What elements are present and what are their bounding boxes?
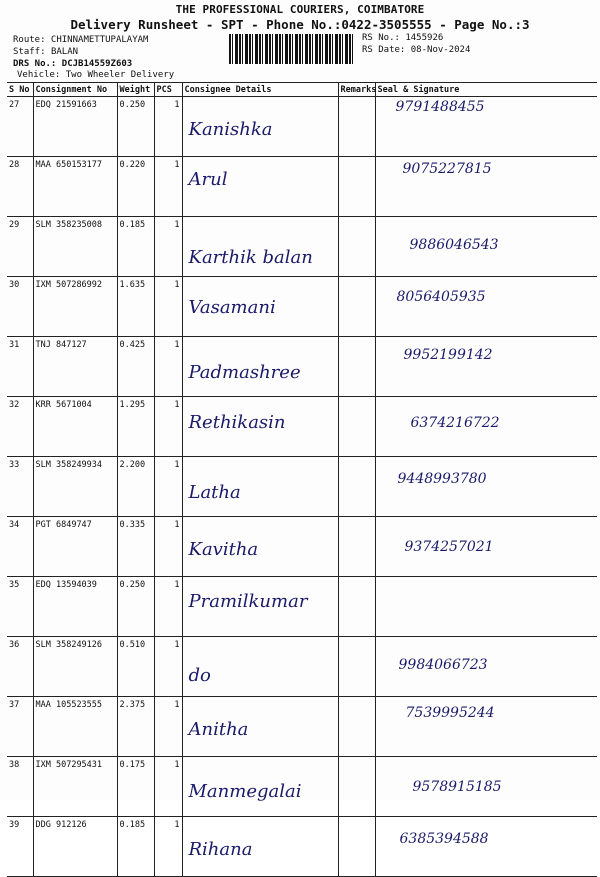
- signature-cell: [375, 97, 597, 157]
- consignee-cell: [182, 277, 338, 337]
- signature-cell: [375, 817, 597, 877]
- col-header: Consignee Details: [182, 83, 338, 97]
- pcs-cell: 1: [154, 157, 182, 217]
- rs-date: RS Date: 08-Nov-2024: [362, 45, 471, 55]
- sno-cell: 33: [7, 457, 33, 517]
- consignment-cell: IXM 507295431: [33, 757, 117, 817]
- remarks-cell: [338, 217, 375, 277]
- runsheet-table: [7, 82, 597, 877]
- drs-number: DCJB14559Z603: [61, 59, 133, 69]
- weight-cell: 0.335: [117, 517, 154, 577]
- signature-cell: [375, 337, 597, 397]
- weight-cell: 0.175: [117, 757, 154, 817]
- table-row: [7, 157, 597, 217]
- pcs-cell: 1: [154, 337, 182, 397]
- consignment-cell: SLM 358249934: [33, 457, 117, 517]
- consignee-cell: [182, 337, 338, 397]
- sno-cell: 31: [7, 337, 33, 397]
- table-row: [7, 577, 597, 637]
- signature-phone: 9791488455: [395, 99, 485, 115]
- pcs-cell: 1: [154, 817, 182, 877]
- rs-number: RS No.: 1455926: [362, 33, 444, 43]
- weight-cell: 0.250: [117, 97, 154, 157]
- consignee-cell: [182, 457, 338, 517]
- remarks-cell: [338, 97, 375, 157]
- pcs-cell: 1: [154, 97, 182, 157]
- table-row: [7, 97, 597, 157]
- consignment-cell: MAA 105523555: [33, 697, 117, 757]
- consignee-cell: [182, 217, 338, 277]
- signature-cell: [375, 517, 597, 577]
- consignee-cell: [182, 397, 338, 457]
- remarks-cell: [338, 157, 375, 217]
- barcode: [229, 34, 355, 64]
- signature-cell: [375, 397, 597, 457]
- consignee-name: Anitha: [188, 719, 249, 740]
- signature-phone: 9578915185: [412, 779, 502, 795]
- signature-cell: [375, 217, 597, 277]
- sno-cell: 27: [7, 97, 33, 157]
- weight-cell: 1.635: [117, 277, 154, 337]
- signature-phone: 9984066723: [398, 657, 488, 673]
- remarks-cell: [338, 697, 375, 757]
- col-header: Weight: [117, 83, 154, 97]
- sno-cell: 29: [7, 217, 33, 277]
- table-row: [7, 517, 597, 577]
- consignment-cell: TNJ 847127: [33, 337, 117, 397]
- consignee-cell: [182, 577, 338, 637]
- table-row: [7, 757, 597, 817]
- sno-cell: 28: [7, 157, 33, 217]
- weight-cell: 2.200: [117, 457, 154, 517]
- consignee-name: Rihana: [188, 839, 253, 860]
- signature-cell: [375, 157, 597, 217]
- weight-cell: 0.185: [117, 817, 154, 877]
- signature-phone: 9075227815: [402, 161, 492, 177]
- consignment-cell: EDQ 13594039: [33, 577, 117, 637]
- consignee-name: do: [188, 665, 211, 686]
- remarks-cell: [338, 517, 375, 577]
- pcs-cell: 1: [154, 277, 182, 337]
- remarks-cell: [338, 637, 375, 697]
- weight-cell: 0.250: [117, 577, 154, 637]
- sno-cell: 32: [7, 397, 33, 457]
- consignment-cell: KRR 5671004: [33, 397, 117, 457]
- pcs-cell: 1: [154, 517, 182, 577]
- sno-cell: 30: [7, 277, 33, 337]
- drs-label: DRS No.:: [13, 59, 57, 69]
- sno-cell: 35: [7, 577, 33, 637]
- table-row: [7, 217, 597, 277]
- signature-phone: 9952199142: [403, 347, 493, 363]
- col-header: Consignment No: [33, 83, 117, 97]
- consignee-cell: [182, 637, 338, 697]
- weight-cell: 2.375: [117, 697, 154, 757]
- remarks-cell: [338, 457, 375, 517]
- sno-cell: 37: [7, 697, 33, 757]
- signature-phone: 8056405935: [396, 289, 486, 305]
- signature-cell: [375, 577, 597, 637]
- consignment-cell: IXM 507286992: [33, 277, 117, 337]
- consignment-cell: EDQ 21591663: [33, 97, 117, 157]
- table-row: [7, 457, 597, 517]
- consignee-name: Padmashree: [188, 362, 301, 383]
- staff-name: BALAN: [50, 47, 79, 57]
- consignee-name: Karthik balan: [188, 247, 313, 268]
- consignee-name: Manmegalai: [188, 781, 302, 802]
- consignee-cell: [182, 157, 338, 217]
- col-header: Seal & Signature: [375, 83, 597, 97]
- signature-phone: 7539995244: [405, 705, 495, 721]
- weight-cell: 1.295: [117, 397, 154, 457]
- sno-cell: 39: [7, 817, 33, 877]
- remarks-cell: [338, 397, 375, 457]
- remarks-cell: [338, 277, 375, 337]
- remarks-cell: [338, 817, 375, 877]
- col-header: Remarks: [338, 83, 375, 97]
- consignee-name: Rethikasin: [188, 412, 286, 433]
- table-row: [7, 817, 597, 877]
- signature-phone: 6374216722: [410, 415, 500, 431]
- signature-phone: 9886046543: [409, 237, 499, 253]
- consignee-cell: [182, 697, 338, 757]
- pcs-cell: 1: [154, 397, 182, 457]
- remarks-cell: [338, 337, 375, 397]
- consignee-name: Kanishka: [188, 119, 273, 140]
- staff-line: [13, 47, 78, 57]
- table-row: [7, 697, 597, 757]
- remarks-cell: [338, 757, 375, 817]
- sno-cell: 38: [7, 757, 33, 817]
- sno-cell: 36: [7, 637, 33, 697]
- signature-phone: 9448993780: [397, 471, 487, 487]
- consignee-cell: [182, 817, 338, 877]
- consignee-cell: [182, 517, 338, 577]
- consignment-cell: MAA 650153177: [33, 157, 117, 217]
- pcs-cell: 1: [154, 697, 182, 757]
- consignment-cell: SLM 358235008: [33, 217, 117, 277]
- col-header: S No: [7, 83, 33, 97]
- pcs-cell: 1: [154, 757, 182, 817]
- signature-phone: 6385394588: [399, 831, 489, 847]
- signature-phone: 9374257021: [404, 539, 494, 555]
- consignee-name: Latha: [188, 482, 241, 503]
- route-text: Route: CHINNAMETTUPALAYAM: [13, 35, 149, 45]
- signature-cell: [375, 757, 597, 817]
- table-row: [7, 637, 597, 697]
- signature-cell: [375, 457, 597, 517]
- col-header: PCS: [154, 83, 182, 97]
- signature-cell: [375, 637, 597, 697]
- signature-cell: [375, 277, 597, 337]
- company-title: THE PROFESSIONAL COURIERS, COIMBATORE: [175, 3, 425, 16]
- runsheet-title: Delivery Runsheet - SPT - Phone No.:0422-3505555 - Page No.:3: [70, 17, 530, 32]
- consignee-cell: [182, 757, 338, 817]
- pcs-cell: 1: [154, 217, 182, 277]
- weight-cell: 0.185: [117, 217, 154, 277]
- consignee-cell: [182, 97, 338, 157]
- consignment-cell: PGT 6849747: [33, 517, 117, 577]
- signature-cell: [375, 697, 597, 757]
- consignment-cell: SLM 358249126: [33, 637, 117, 697]
- consignee-name: Pramilkumar: [188, 591, 308, 612]
- table-row: [7, 277, 597, 337]
- pcs-cell: 1: [154, 637, 182, 697]
- table-header-row: [7, 83, 597, 97]
- table-row: [7, 397, 597, 457]
- pcs-cell: 1: [154, 457, 182, 517]
- staff-label: Staff:: [13, 47, 46, 57]
- table-row: [7, 337, 597, 397]
- consignee-name: Arul: [188, 169, 228, 190]
- weight-cell: 0.425: [117, 337, 154, 397]
- consignee-name: Kavitha: [188, 539, 259, 560]
- drs-line: [13, 59, 132, 69]
- sno-cell: 34: [7, 517, 33, 577]
- consignment-cell: DDG 912126: [33, 817, 117, 877]
- weight-cell: 0.510: [117, 637, 154, 697]
- consignee-name: Vasamani: [188, 297, 276, 318]
- pcs-cell: 1: [154, 577, 182, 637]
- remarks-cell: [338, 577, 375, 637]
- weight-cell: 0.220: [117, 157, 154, 217]
- vehicle-text: Vehicle: Two Wheeler Delivery: [17, 70, 175, 80]
